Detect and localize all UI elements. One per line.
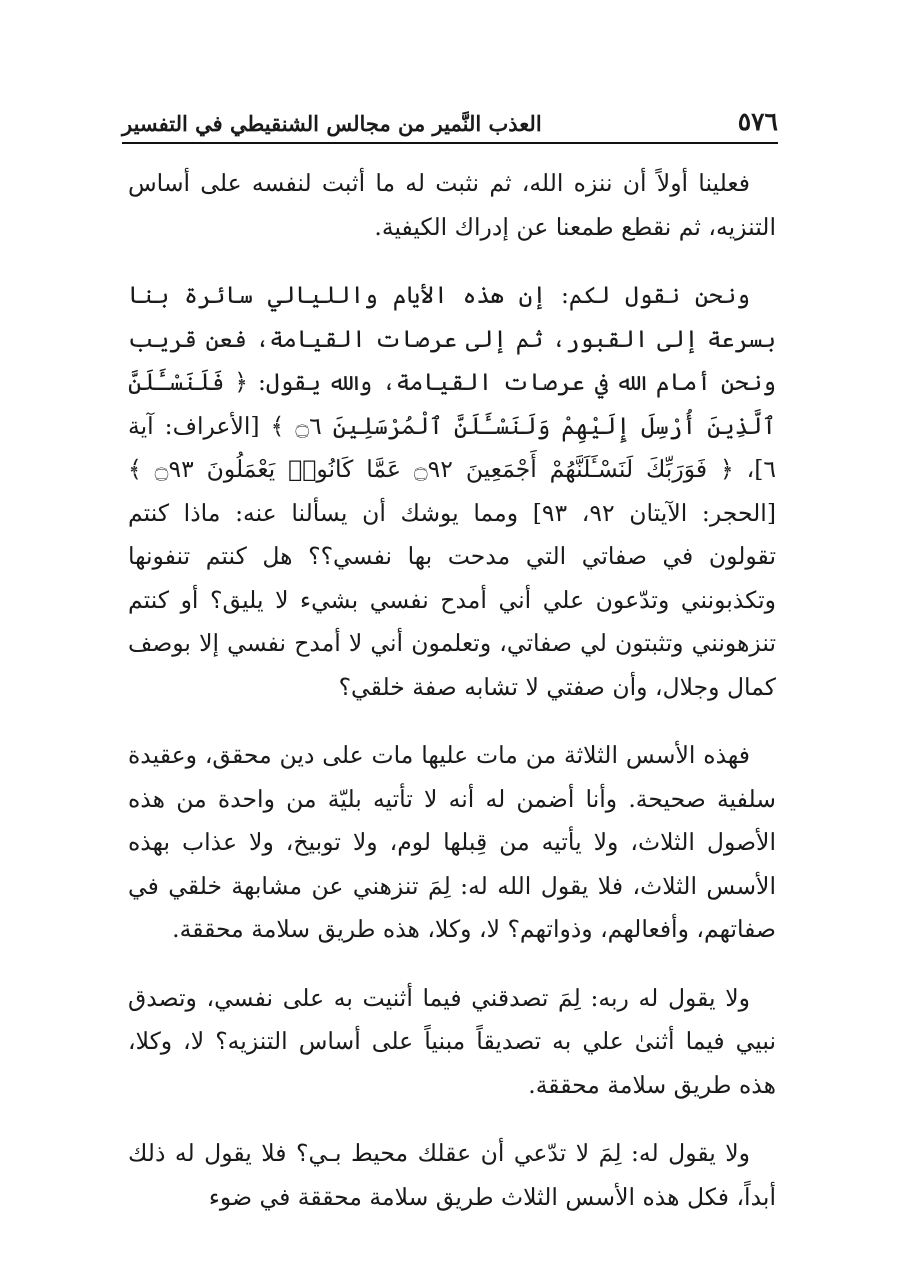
running-title: العذب النَّمير من مجالس الشنقيطي في التفسير bbox=[122, 111, 542, 136]
paragraph: فعلينا أولاً أن ننزه الله، ثم نثبت له ما أثبت لنفسه على أساس التنزيه، ثم نقطع طمعنا عن إدراك الكيفية. bbox=[128, 169, 776, 241]
paragraph: ولا يقول له ربه: لِمَ تصدقني فيما أثنيت به على نفسي، وتصدق نبيي فيما أثنىٰ علي به تصديقاً مبنياً على أساس التنزيه؟ لا، وكلا، هذه طريق سلامة محققة. bbox=[128, 983, 776, 1099]
body-text bbox=[128, 162, 776, 1244]
page-number: ٥٧٦ bbox=[737, 107, 778, 136]
paragraph: ولا يقول له: لِمَ لا تدّعي أن عقلك محيط بـي؟ فلا يقول له ذلك أبداً، فكل هذه الأسس الثلاث طريق سلامة محققة في ضوء bbox=[128, 1139, 776, 1211]
paragraph: ونحن نقول لكم: إن هذه الأيام والليالي سائرة بنا بسرعة إلى القبور، ثم إلى عرصات القيامة، فعن قريب ونحن أمام الله في عرصات القيامة، والله يقول: ﴿ فَلَنَسْـَٔلَنَّ ٱلَّذِينَ أُرْسِلَ إِلَيْهِمْ وَلَنَسْـَٔلَنَّ ٱلْمُرْسَلِينَ ۝٦ ﴾ [الأعراف: آية ٦]، ﴿ فَوَرَبِّكَ لَنَسْـَٔلَنَّهُمْ أَجْمَعِينَ ۝٩٢ عَمَّا كَانُوا۟ يَعْمَلُونَ ۝٩٣ ﴾ [الحجر: الآيتان ٩٢، ٩٣] ومما يوشك أن يسألنا عنه: ماذا كنتم تقولون في صفاتي التي مدحت بها نفسي؟؟ هل كنتم تنفونها وتكذبونني وتدّعون علي أني أمدح نفسي بشيء لا يليق؟ أو كنتم تنزهونني وتثبتون لي صفاتي، وتعلمون أني لا أمدح نفسي إلا بوصف كمال وجلال، وأن صفتي لا تشابه صفة خلقي؟ bbox=[128, 281, 776, 701]
page-header bbox=[122, 100, 778, 144]
paragraph: فهذه الأسس الثلاثة من مات عليها مات على دين محقق، وعقيدة سلفية صحيحة. وأنا أضمن له أنه لا تأتيه بليّة من واحدة من هذه الأصول الثلاث، ولا يأتيه من قِبلها لوم، ولا توبيخ، ولا عذاب بهذه الأسس الثلاث، فلا يقول الله له: لِمَ تنزهني عن مشابهة خلقي في صفاتهم، وأفعالهم، وذواتهم؟ لا، وكلا، هذه طريق سلامة محققة. bbox=[128, 741, 776, 943]
